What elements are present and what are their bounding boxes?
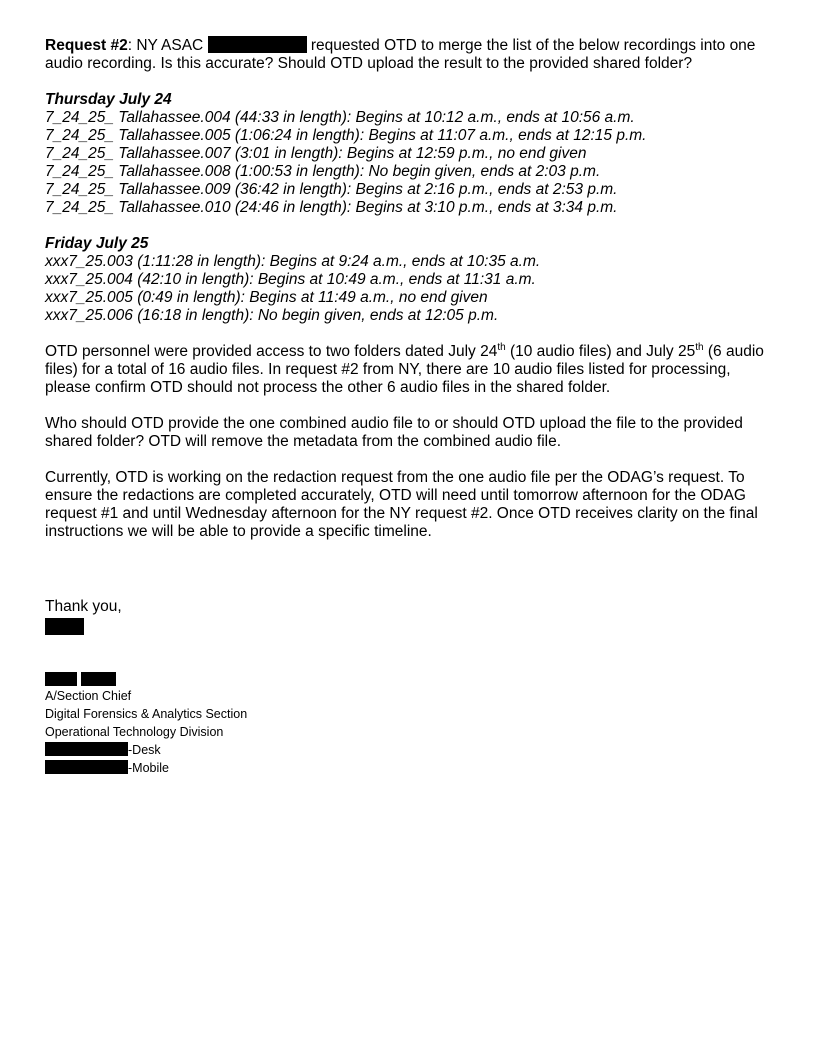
signature-block xyxy=(45,687,445,777)
request-text-end: requested OTD to merge the list of the below recordings into one audio recording. Is this accurate? Should OTD upload the result to the provided shared folder? xyxy=(45,37,756,72)
redaction-block xyxy=(270,36,307,53)
desk-phone-line: -Desk xyxy=(45,741,445,759)
request-label: Request #2 xyxy=(45,37,128,54)
recording-item: 7_24_25_ Tallahassee.009 (36:42 in length): Begins at 2:16 p.m., ends at 2:53 p.m. xyxy=(45,181,618,198)
thursday-heading: Thursday July 24 xyxy=(45,91,172,108)
document-body xyxy=(45,36,775,541)
signature-name-redaction xyxy=(45,672,77,686)
folders-paragraph: OTD personnel were provided access to two folders dated July 24th (10 audio files) and July 25th (6 audio files) for a total of 16 audio files. In request #2 from NY, there are 10 audio files listed for processing, please confirm OTD should not process the other 6 audio files in the shared folder. xyxy=(45,342,764,396)
combined-file-paragraph: Who should OTD provide the one combined audio file to or should OTD upload the file to the provided shared folder? OTD will remove the metadata from the combined audio file. xyxy=(45,415,743,450)
signature-name-redaction xyxy=(81,672,116,686)
recording-item: 7_24_25_ Tallahassee.004 (44:33 in length): Begins at 10:12 a.m., ends at 10:56 a.m. xyxy=(45,109,635,126)
recording-item: xxx7_25.004 (42:10 in length): Begins at 10:49 a.m., ends at 11:31 a.m. xyxy=(45,271,536,288)
recording-item: xxx7_25.003 (1:11:28 in length): Begins at 9:24 a.m., ends at 10:35 a.m. xyxy=(45,253,541,270)
friday-heading: Friday July 25 xyxy=(45,235,149,252)
recording-item: xxx7_25.006 (16:18 in length): No begin given, ends at 12:05 p.m. xyxy=(45,307,499,324)
recording-item: 7_24_25_ Tallahassee.008 (1:00:53 in length): No begin given, ends at 2:03 p.m. xyxy=(45,163,601,180)
timeline-paragraph: Currently, OTD is working on the redaction request from the one audio file per the ODAG’s request. To ensure the redactions are completed accurately, OTD will need until tomorrow afternoon for the ODAG request #1 and until Wednesday afternoon for the NY request #2. Once OTD receives clarity on the final instructions we will be able to provide a specific timeline. xyxy=(45,469,758,540)
request-paragraph xyxy=(45,36,775,73)
sender-name-redaction xyxy=(45,618,84,635)
desk-number-redaction xyxy=(45,742,128,756)
signature-section: Digital Forensics & Analytics Section xyxy=(45,707,248,721)
signature-division: Operational Technology Division xyxy=(45,725,224,739)
mobile-phone-line: -Mobile xyxy=(45,759,445,777)
redaction-block xyxy=(208,36,270,53)
thursday-recording-list xyxy=(45,109,775,217)
friday-recording-list xyxy=(45,253,775,325)
recording-item: 7_24_25_ Tallahassee.005 (1:06:24 in length): Begins at 11:07 a.m., ends at 12:15 p.m. xyxy=(45,127,647,144)
mobile-number-redaction xyxy=(45,760,128,774)
recording-item: xxx7_25.005 (0:49 in length): Begins at 11:49 a.m., no end given xyxy=(45,289,488,306)
recording-item: 7_24_25_ Tallahassee.007 (3:01 in length): Begins at 12:59 p.m., no end given xyxy=(45,145,587,162)
signature-title: A/Section Chief xyxy=(45,689,132,703)
recording-item: 7_24_25_ Tallahassee.010 (24:46 in length): Begins at 3:10 p.m., ends at 3:34 p.m. xyxy=(45,199,618,216)
closing-line: Thank you, xyxy=(45,598,122,615)
request-text-start: : NY ASAC xyxy=(127,37,208,54)
